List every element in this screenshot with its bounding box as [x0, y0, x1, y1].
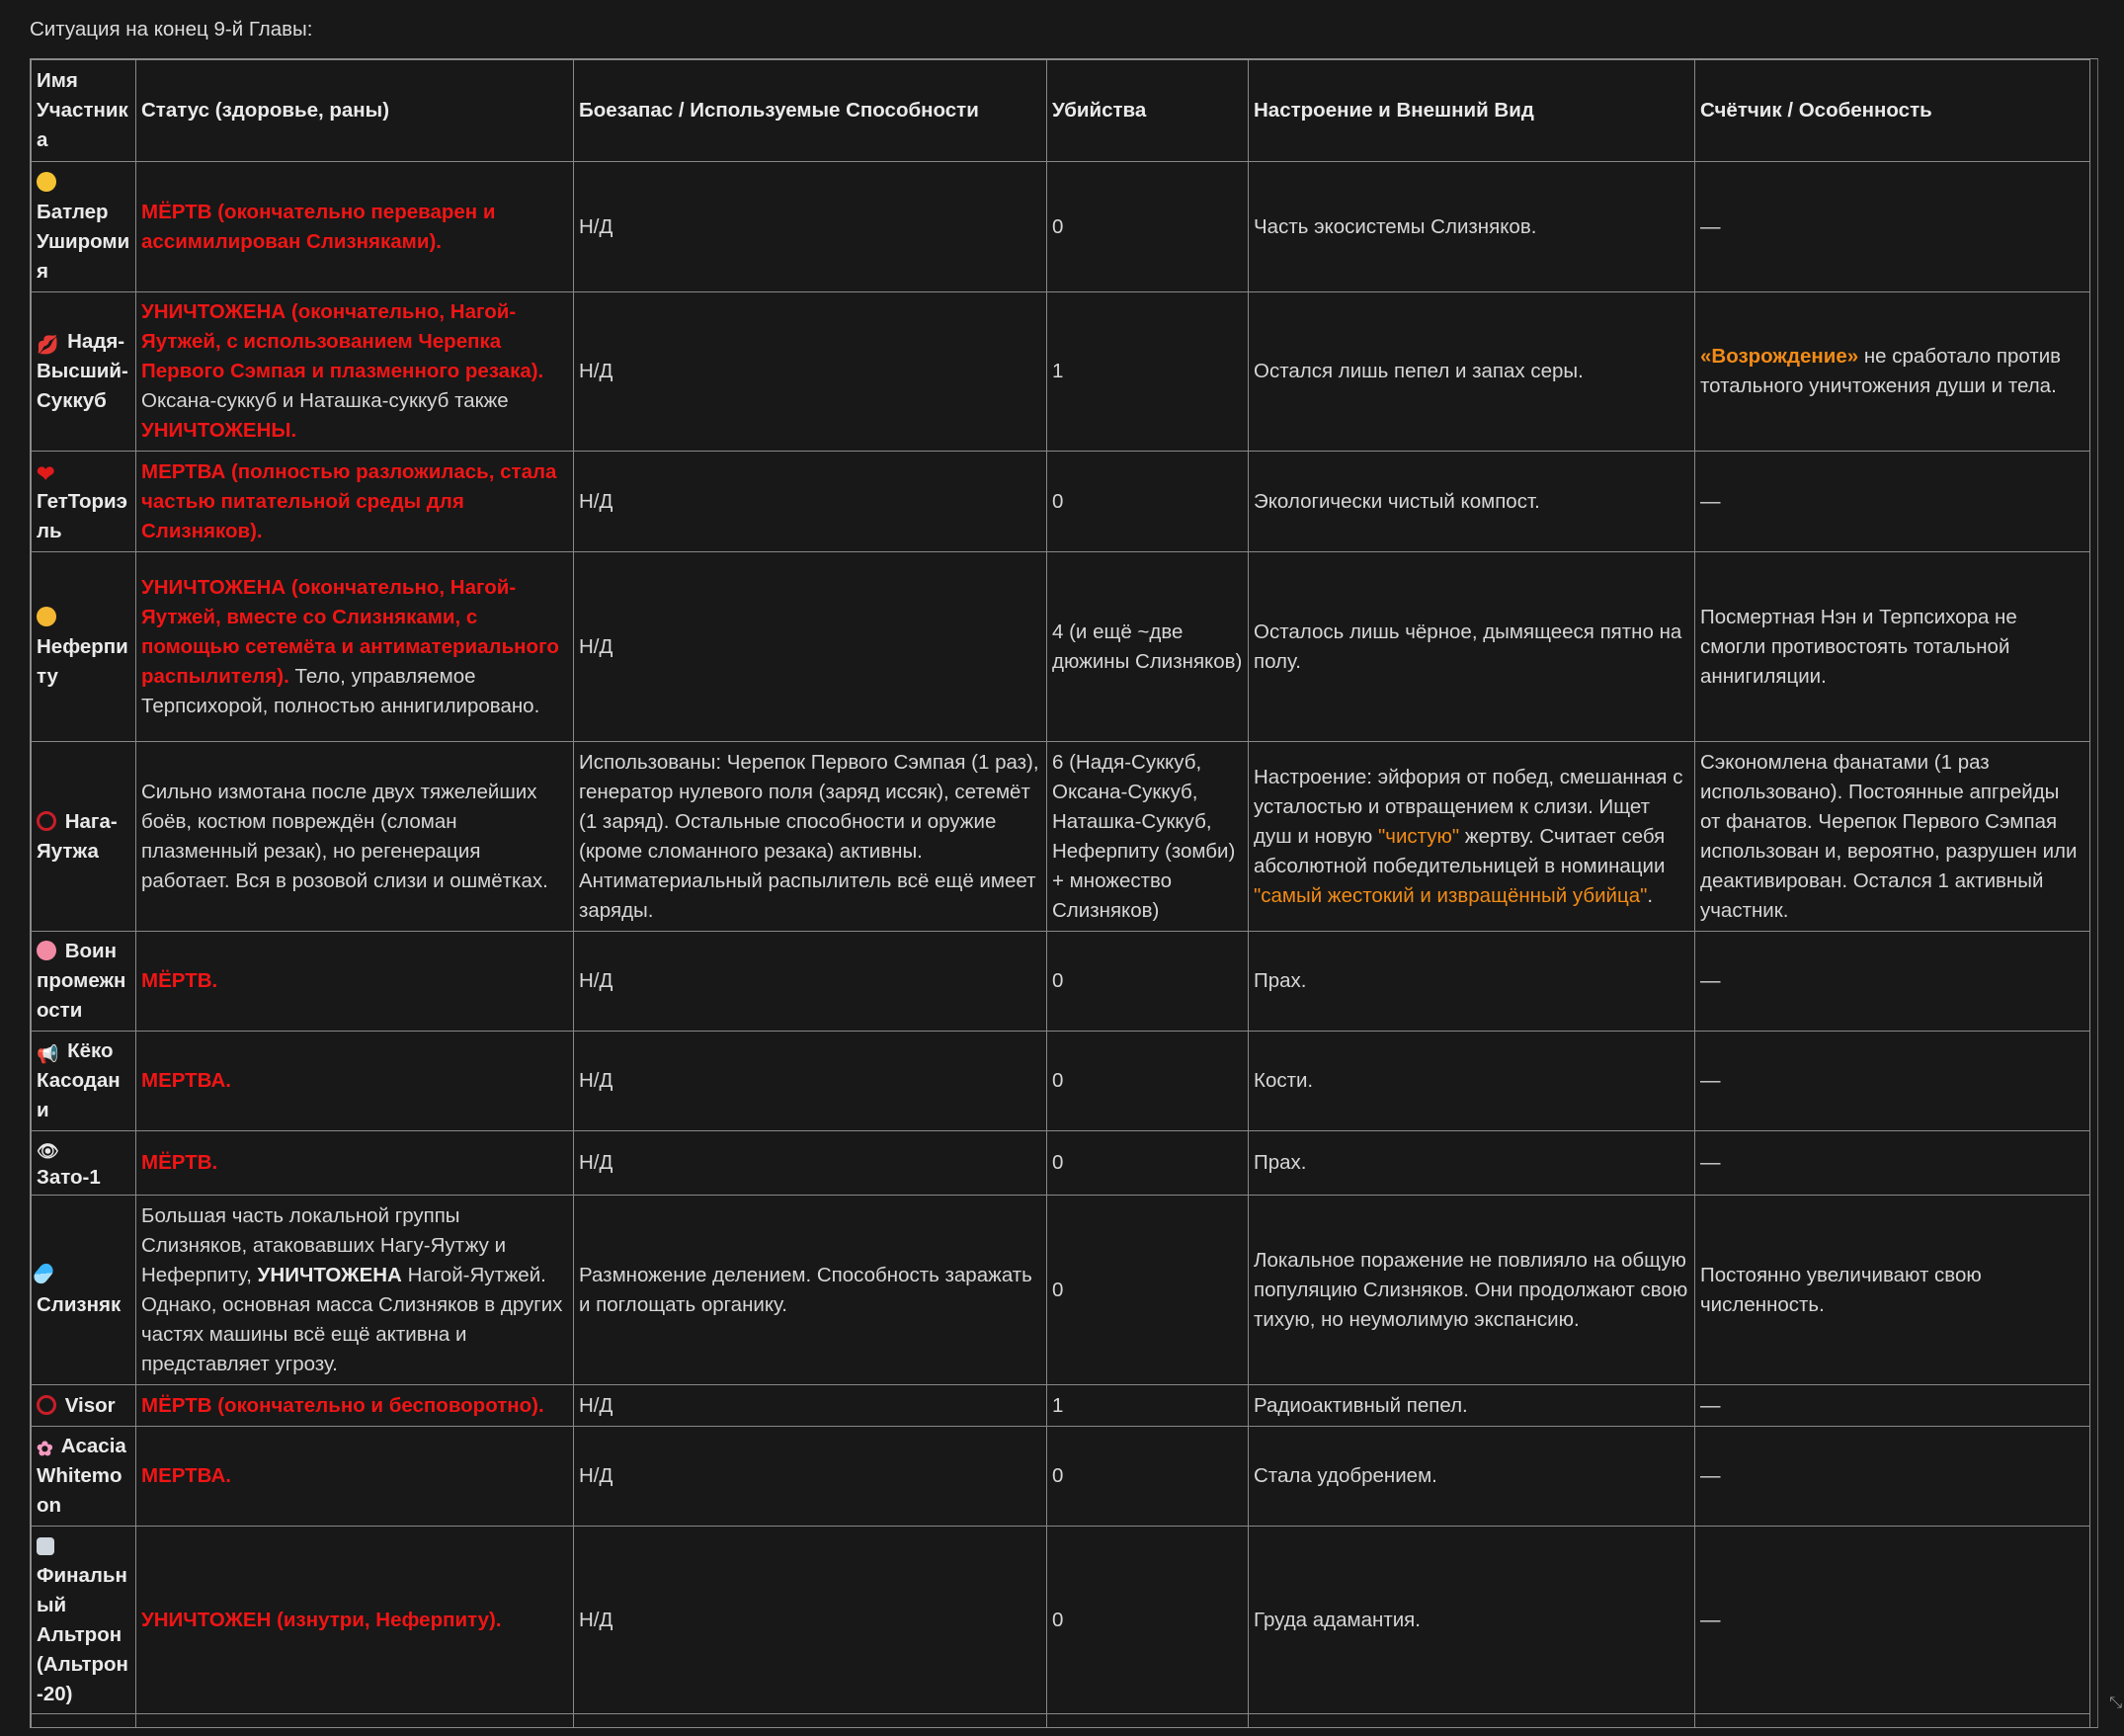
status-red-text: МЕРТВА. — [141, 1069, 231, 1092]
ammo-cell: Н/Д — [574, 1385, 1047, 1427]
participant-name-cell — [32, 742, 136, 932]
kills-cell: 0 — [1047, 1527, 1249, 1714]
ammo-cell: Размножение делением. Способность заражать и поглощать органику. — [574, 1196, 1047, 1385]
status-cell — [136, 1131, 574, 1196]
kills-cell: 1 — [1047, 1385, 1249, 1427]
status-red-text: УНИЧТОЖЕН (изнутри, Неферпиту). — [141, 1608, 502, 1631]
status-table — [31, 59, 2090, 1728]
counter-cell: — — [1695, 1527, 2090, 1714]
mood-text-b: жертву. Считает себя абсолютной победительницей в номинации — [1254, 824, 1666, 877]
mood-highlight-1: "чистую" — [1378, 824, 1460, 848]
mood-cell: Прах. — [1249, 1131, 1695, 1196]
participant-name: Финальный Альтрон (Альтрон-20) — [37, 1563, 128, 1705]
counter-cell: — — [1695, 162, 2090, 292]
status-cell — [136, 932, 574, 1032]
participant-name: Слизняк — [37, 1292, 122, 1316]
ammo-cell: Н/Д — [574, 1427, 1047, 1527]
counter-cell: — — [1695, 1131, 2090, 1196]
target-ring-icon — [37, 1395, 56, 1415]
ammo-cell: Н/Д — [574, 162, 1047, 292]
status-red-text: МЁРТВ. — [141, 969, 218, 992]
pill-icon — [32, 1261, 56, 1286]
status-cell: Сильно измотана после двух тяжелейших боёв, костюм повреждён (сломан плазменный резак), но регенерация работает. Вся в розовой слизи и ошмётках. — [136, 742, 574, 932]
status-text: Большая часть локальной группы Слизняков, атаковавших Нагу-Яутжу и Неферпиту, — [141, 1203, 507, 1286]
header-kills: Убийства — [1047, 60, 1249, 162]
table-row — [32, 1196, 2090, 1385]
mood-cell: Груда адамантия. — [1249, 1527, 1695, 1714]
status-cell — [136, 1427, 574, 1527]
kiss-mark-icon: 💋 — [37, 335, 59, 355]
counter-cell: Постоянно увеличивают свою численность. — [1695, 1196, 2090, 1385]
kills-cell: 6 (Надя-Суккуб, Оксана-Суккуб, Наташка-Суккуб, Неферпиту (зомби) + множество Слизняков) — [1047, 742, 1249, 932]
mood-cell: Локальное поражение не повлияло на общую популяцию Слизняков. Они продолжают свою тихую, но неумолимую экспансию. — [1249, 1196, 1695, 1385]
status-cell — [136, 162, 574, 292]
kills-cell: 0 — [1047, 932, 1249, 1032]
mood-text-c: . — [1647, 883, 1654, 907]
status-cell — [136, 552, 574, 742]
participant-name: Нага-Яутжа — [37, 809, 118, 863]
status-red-text: УНИЧТОЖЕНА (окончательно, Нагой-Яутжей, с использованием Черепка Первого Сэмпая и плазменного резака). — [141, 300, 544, 382]
empty-cell — [1047, 1714, 1249, 1729]
status-red-text: МЁРТВ. — [141, 1151, 218, 1174]
participant-name-cell — [32, 932, 136, 1032]
empty-cell — [136, 1714, 574, 1729]
table-row — [32, 742, 2090, 932]
table-header-row — [32, 60, 2090, 162]
participant-name: Надя-Высший-Суккуб — [37, 330, 128, 412]
empty-cell — [574, 1714, 1047, 1729]
participant-name-cell — [32, 1032, 136, 1131]
header-name: Имя Участника — [32, 60, 136, 162]
header-ammo: Боезапас / Используемые Способности — [574, 60, 1047, 162]
table-caption: Ситуация на конец 9-й Главы: — [30, 18, 313, 41]
status-red-text: МЕРТВА (полностью разложилась, стала частью питательной среды для Слизняков). — [141, 459, 557, 542]
table-row — [32, 1527, 2090, 1714]
status-red-text: МЁРТВ (окончательно и бесповоротно). — [141, 1393, 544, 1417]
counter-cell — [1695, 292, 2090, 452]
ammo-cell: Использованы: Черепок Первого Сэмпая (1 раз), генератор нулевого поля (заряд иссяк), сетемёт (1 заряд). Остальные способности и оружие (кроме сломанного резака) активны. Антиматериальный распылитель всё ещё имеет заряды. — [574, 742, 1047, 932]
participant-name-cell — [32, 552, 136, 742]
header-counter: Счётчик / Особенность — [1695, 60, 2090, 162]
status-cell — [136, 1196, 574, 1385]
counter-cell: — — [1695, 452, 2090, 552]
counter-cell: — — [1695, 1427, 2090, 1527]
mood-cell: Часть экосистемы Слизняков. — [1249, 162, 1695, 292]
status-bold-text: УНИЧТОЖЕНА — [257, 1263, 402, 1286]
status-red-text: УНИЧТОЖЕНА (окончательно, Нагой-Яутжей, вместе со Слизняками, с помощью сетемёта и антиматериального распылителя). — [141, 575, 559, 688]
mood-cell: Прах. — [1249, 932, 1695, 1032]
participant-name-cell — [32, 1196, 136, 1385]
status-cell — [136, 1385, 574, 1427]
status-cell — [136, 1527, 574, 1714]
flower-icon: ✿ — [37, 1439, 53, 1460]
participant-name-cell — [32, 452, 136, 552]
participant-name-cell — [32, 1427, 136, 1527]
megaphone-icon: 📢 — [37, 1044, 59, 1064]
ammo-cell: Н/Д — [574, 1131, 1047, 1196]
participant-name-cell — [32, 292, 136, 452]
participant-name: ГетТориэль — [37, 489, 127, 542]
table-row — [32, 292, 2090, 452]
robot-icon — [37, 1537, 54, 1555]
status-red-text-2: УНИЧТОЖЕНЫ. — [141, 419, 297, 442]
kills-cell: 0 — [1047, 1427, 1249, 1527]
table-row — [32, 1385, 2090, 1427]
target-ring-icon — [37, 811, 56, 831]
participant-name: Кёко Касодани — [37, 1039, 121, 1121]
empty-cell — [32, 1714, 136, 1729]
heart-icon: ❤ — [37, 460, 55, 486]
participant-name-cell — [32, 1527, 136, 1714]
status-text: Тело, управляемое Терпсихорой, полностью аннигилировано. — [141, 664, 540, 717]
mood-cell: Кости. — [1249, 1032, 1695, 1131]
status-table-container[interactable] — [30, 58, 2098, 1728]
cat-face-icon — [37, 607, 56, 626]
ammo-cell: Н/Д — [574, 292, 1047, 452]
counter-cell: — — [1695, 1032, 2090, 1131]
mood-cell: Радиоактивный пепел. — [1249, 1385, 1695, 1427]
empty-cell — [1695, 1714, 2090, 1729]
mood-cell: Осталось лишь чёрное, дымящееся пятно на полу. — [1249, 552, 1695, 742]
header-mood: Настроение и Внешний Вид — [1249, 60, 1695, 162]
status-cell — [136, 292, 574, 452]
status-red-text: МЕРТВА. — [141, 1464, 231, 1487]
ammo-cell: Н/Д — [574, 1527, 1047, 1714]
participant-name-cell — [32, 1131, 136, 1196]
participant-name: Воин промежности — [37, 940, 126, 1022]
empty-cell — [1249, 1714, 1695, 1729]
participant-name: Зато-1 — [37, 1166, 101, 1189]
participant-name-cell — [32, 162, 136, 292]
kills-cell: 0 — [1047, 1196, 1249, 1385]
counter-cell: — — [1695, 932, 2090, 1032]
participant-name: Visor — [64, 1393, 116, 1417]
kills-cell: 1 — [1047, 292, 1249, 452]
participant-name-cell — [32, 1385, 136, 1427]
table-row-empty — [32, 1714, 2090, 1729]
table-row — [32, 1427, 2090, 1527]
eye-icon: 👁 — [37, 1141, 59, 1161]
mood-cell: Стала удобрением. — [1249, 1427, 1695, 1527]
mood-text-a: Настроение: эйфория от побед, смешанная с усталостью и отвращением к слизи. Ищет душ и новую — [1254, 765, 1683, 848]
table-row — [32, 1131, 2090, 1196]
table-row — [32, 162, 2090, 292]
counter-text: не сработало против тотального уничтожения души и тела. — [1700, 345, 2062, 397]
counter-cell: — — [1695, 1385, 2090, 1427]
status-text-2: Нагой-Яутжей. Однако, основная масса Слизняков в других частях машины всё ещё активна и представляет угрозу. — [141, 1263, 563, 1375]
participant-name: Неферпиту — [37, 634, 128, 688]
header-status: Статус (здоровье, раны) — [136, 60, 574, 162]
table-row — [32, 1032, 2090, 1131]
kills-cell: 0 — [1047, 162, 1249, 292]
pig-face-icon — [37, 941, 56, 960]
status-red-text: МЁРТВ (окончательно переварен и ассимилирован Слизняками). — [141, 200, 496, 253]
ammo-cell: Н/Д — [574, 932, 1047, 1032]
mood-cell — [1249, 742, 1695, 932]
participant-name: Acacia Whitemoon — [37, 1435, 126, 1517]
status-cell — [136, 452, 574, 552]
status-cell — [136, 1032, 574, 1131]
table-row — [32, 452, 2090, 552]
kills-cell: 0 — [1047, 1131, 1249, 1196]
mood-cell: Экологически чистый компост. — [1249, 452, 1695, 552]
ammo-cell: Н/Д — [574, 552, 1047, 742]
counter-highlight: «Возрождение» — [1700, 345, 1859, 368]
mood-cell: Остался лишь пепел и запах серы. — [1249, 292, 1695, 452]
resize-handle-icon[interactable]: ⤡ — [2109, 1695, 2122, 1711]
participant-name: Батлер Уширомия — [37, 200, 130, 283]
table-row — [32, 932, 2090, 1032]
counter-cell: Сэкономлена фанатами (1 раз использовано). Постоянные апгрейды от фанатов. Черепок Первого Сэмпая использован и, вероятно, разрушен или деактивирован. Остался 1 активный участник. — [1695, 742, 2090, 932]
ammo-cell: Н/Д — [574, 452, 1047, 552]
mood-highlight-2: "самый жестокий и извращённый убийца" — [1254, 883, 1648, 907]
kills-cell: 0 — [1047, 1032, 1249, 1131]
ammo-cell: Н/Д — [574, 1032, 1047, 1131]
smiling-face-icon — [37, 172, 56, 192]
kills-cell: 0 — [1047, 452, 1249, 552]
kills-cell: 4 (и ещё ~две дюжины Слизняков) — [1047, 552, 1249, 742]
table-row — [32, 552, 2090, 742]
counter-cell: Посмертная Нэн и Терпсихора не смогли противостоять тотальной аннигиляции. — [1695, 552, 2090, 742]
status-text: Оксана-суккуб и Наташка-суккуб также — [141, 389, 509, 412]
